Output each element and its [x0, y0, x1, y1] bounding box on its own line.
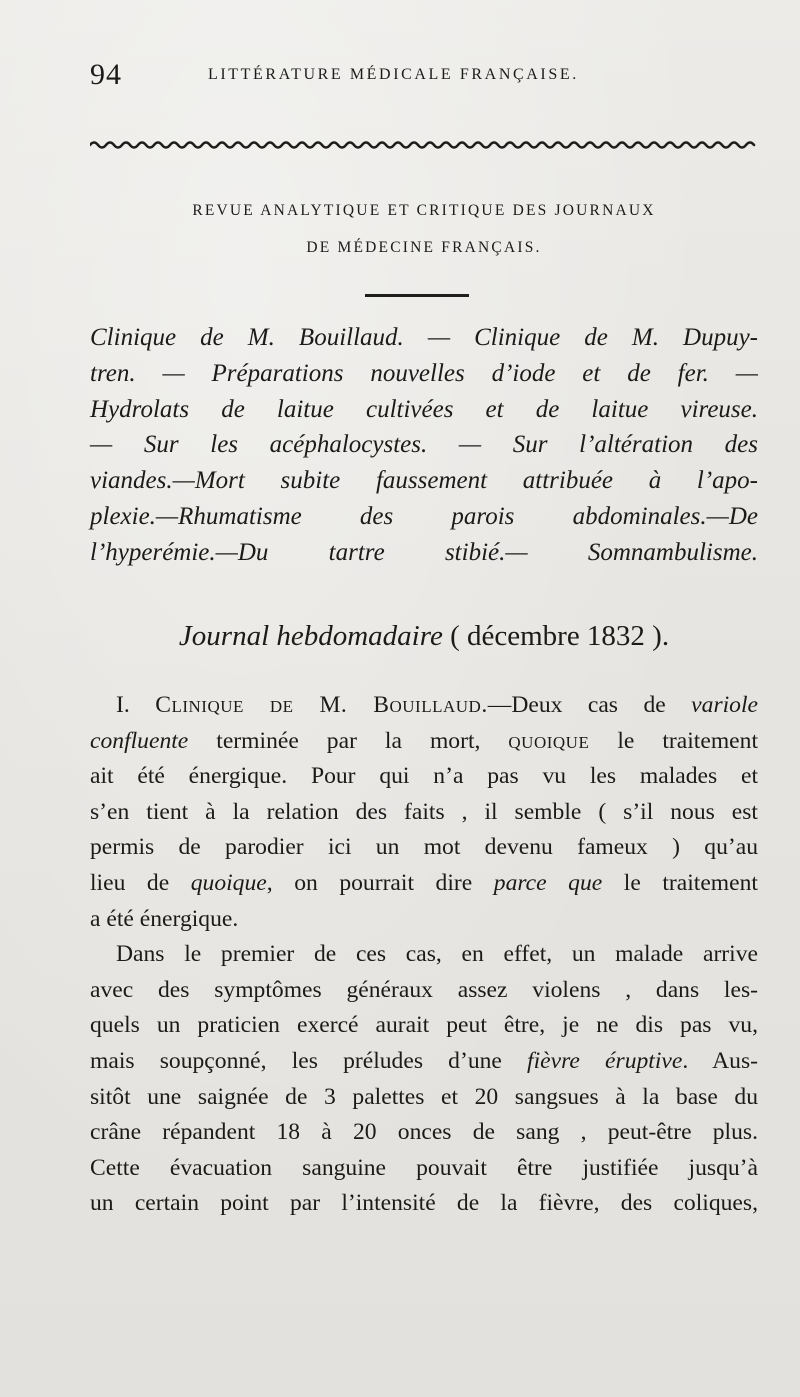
section-number: I.: [116, 692, 156, 718]
body-line: [90, 1044, 758, 1080]
page-number: 94: [90, 58, 122, 91]
section-lead: Clinique de M. Bouillaud.: [155, 692, 488, 718]
summary-line: Clinique de M. Bouillaud. — Clinique de M. Dupuy-: [90, 324, 758, 351]
body-text-fragment: Dans le premier de ces cas, en effet, un malade arrive: [116, 941, 758, 968]
journal-name: Journal hebdomadaire: [178, 620, 443, 652]
body-line: permis de parodier ici un mot devenu fameux ) qu’au: [90, 834, 758, 861]
body-text-fragment: terminée par la mort,: [188, 727, 509, 754]
summary-line: plexie.—Rhumatisme des parois abdominales.—De: [90, 502, 758, 530]
summary-line: tren. — Préparations nouvelles d’iode et de fer. —: [90, 359, 758, 387]
body-line: [90, 688, 758, 724]
body-text-fragment: le traitement: [602, 869, 758, 896]
running-head: [90, 58, 750, 92]
decorative-ornament-rule: [90, 138, 758, 152]
paragraph-1: [90, 688, 758, 937]
body-text-fragment: , on pourrait dire: [266, 869, 494, 896]
italic-term: parce que: [493, 869, 603, 896]
body-line: un certain point par l’intensité de la fièvre, des coliques,: [90, 1190, 758, 1217]
body-line: sitôt une saignée de 3 palettes et 20 sangsues à la base du: [90, 1083, 758, 1110]
body-text-fragment: lieu de: [90, 869, 191, 896]
body-text-fragment: —Deux cas de: [487, 692, 692, 718]
article-body: [90, 688, 758, 1222]
body-line: [90, 937, 758, 973]
body-line: [90, 724, 758, 760]
body-line: s’en tient à la relation des faits , il semble ( s’il nous est: [90, 798, 758, 825]
journal-date: ( décembre 1832 ).: [442, 620, 670, 652]
short-rule-divider: [365, 294, 469, 297]
italic-term: quoique: [190, 869, 267, 896]
section-heading-line-2: DE MÉDECINE FRANÇAIS.: [306, 239, 542, 256]
body-line: quels un praticien exercé aurait peut être, je ne dis pas vu,: [90, 1012, 758, 1039]
contents-summary: [90, 320, 758, 571]
summary-line: viandes.—Mort subite faussement attribuée à l’apo-: [90, 467, 758, 495]
body-line: a été énergique.: [90, 905, 239, 932]
journal-title: [90, 614, 758, 658]
summary-line: Hydrolats de laitue cultivées et de laitue vireuse.: [90, 395, 758, 423]
body-line: [90, 866, 758, 902]
summary-line: l’hyperémie.—Du tartre stibié.— Somnambulisme.: [90, 538, 758, 566]
italic-term: variole: [691, 692, 759, 718]
body-line: crâne répandent 18 à 20 onces de sang , peut-être plus.: [90, 1119, 758, 1146]
summary-line: — Sur les acéphalocystes. — Sur l’altération des: [90, 431, 758, 459]
body-text-fragment: . Aus-: [682, 1047, 758, 1074]
body-line: ait été énergique. Pour qui n’a pas vu les malades et: [90, 763, 758, 790]
body-line: avec des symptômes généraux assez violens , dans les-: [90, 976, 758, 1003]
body-line: Cette évacuation sanguine pouvait être justifiée jusqu’à: [90, 1154, 758, 1181]
body-text-fragment: le traitement: [589, 727, 759, 754]
italic-term: confluente: [90, 727, 189, 754]
smallcaps-term: quoique: [508, 727, 590, 754]
section-heading: [90, 192, 758, 266]
italic-term: fièvre éruptive: [527, 1047, 683, 1074]
section-heading-line-1: REVUE ANALYTIQUE ET CRITIQUE DES JOURNAUX: [192, 202, 656, 219]
paragraph-2: [90, 937, 758, 1222]
running-title: LITTÉRATURE MÉDICALE FRANÇAISE.: [208, 66, 579, 83]
body-text-fragment: mais soupçonné, les préludes d’une: [90, 1047, 528, 1074]
